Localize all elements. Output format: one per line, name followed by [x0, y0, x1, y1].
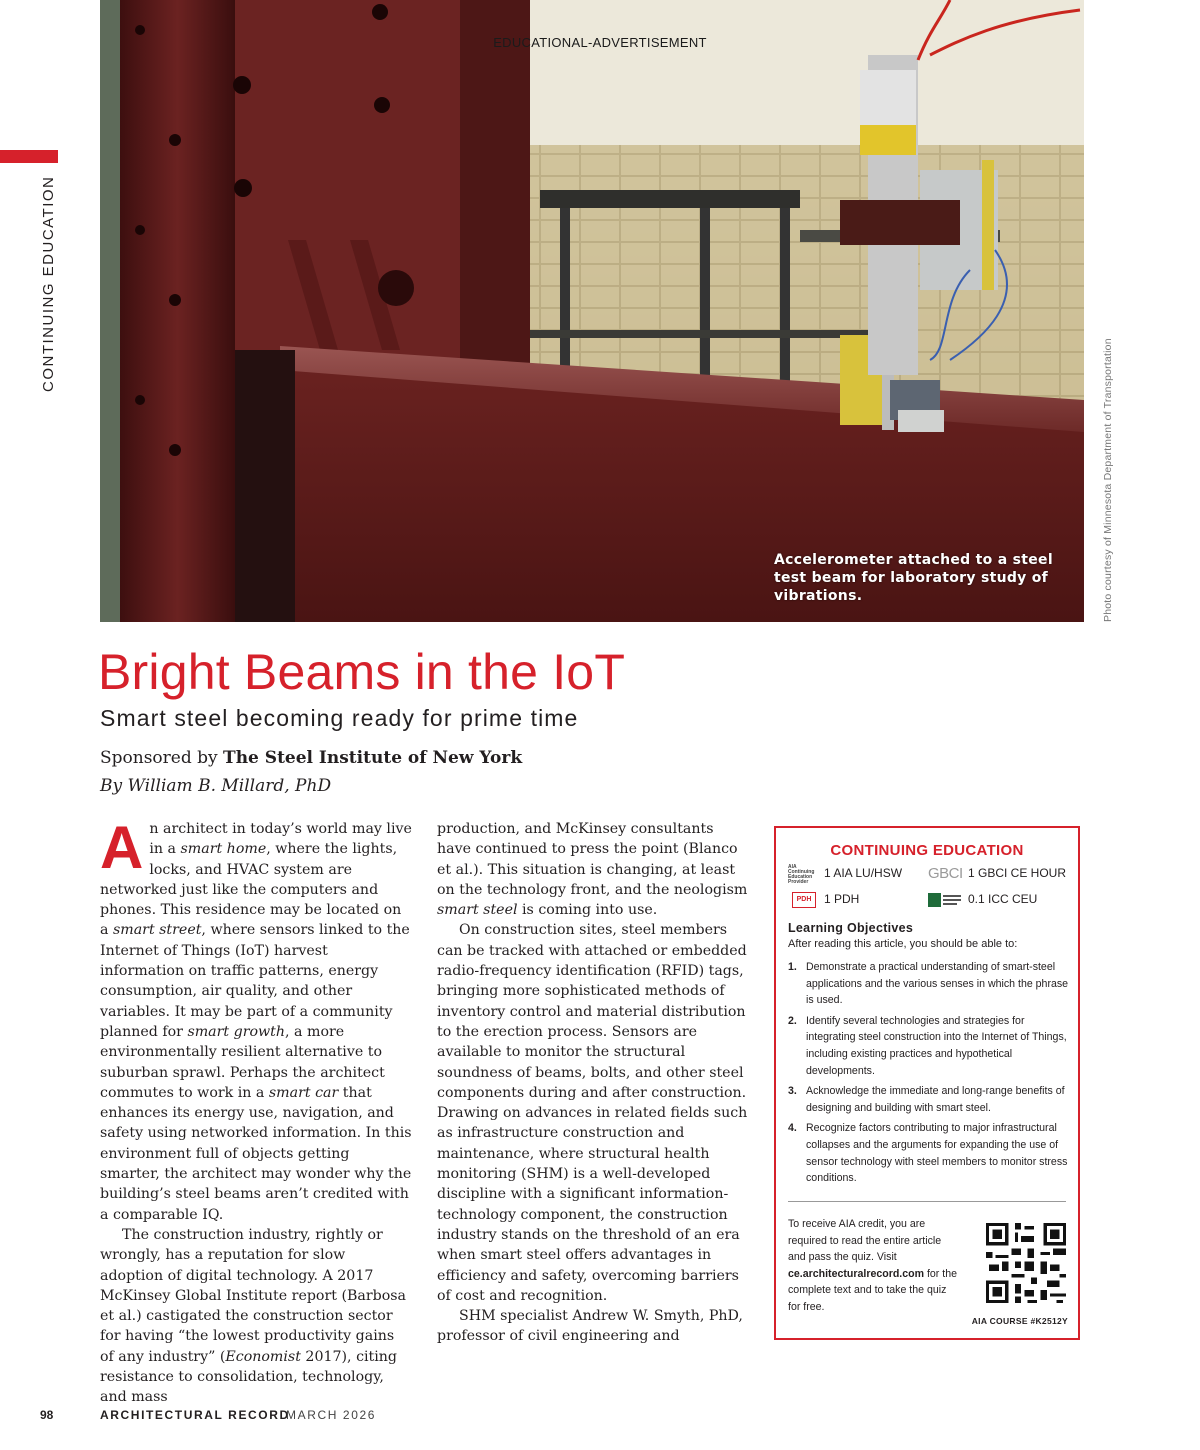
credit-instructions	[788, 1216, 958, 1316]
objective-item	[788, 1083, 1070, 1116]
article-title: Bright Beams in the IoT	[98, 644, 626, 700]
magazine-name: ARCHITECTURAL RECORD	[100, 1408, 290, 1422]
italic-term: smart car	[268, 1084, 339, 1101]
text-run: n architect in today’s world may live in a	[149, 821, 412, 858]
credit-pdh: 1 PDH	[824, 892, 860, 906]
advertisement-label: EDUCATIONAL-ADVERTISEMENT	[493, 35, 707, 50]
italic-term: smart home	[180, 841, 267, 858]
section-tab-label: CONTINUING EDUCATION	[40, 175, 57, 392]
italic-term: smart steel	[437, 902, 518, 919]
sponsor-name: The Steel Institute of New York	[223, 748, 523, 768]
objective-text: Acknowledge the immediate and long-range benefits of designing and building with smart steel.	[806, 1085, 1065, 1114]
pdh-logo: PDH	[792, 892, 816, 908]
article-subtitle: Smart steel becoming ready for prime time	[100, 705, 579, 731]
text-run: that enhances its energy use, navigation, and safety using networked information. In this environment full of objects getting smarter, the architect may wonder why the building’s steel beams aren’t credited with a comparable IQ.	[100, 1084, 412, 1223]
sponsor-line	[100, 748, 522, 768]
objectives-intro: After reading this article, you should be able to:	[788, 938, 1018, 950]
photo-caption: Accelerometer attached to a steel test beam for laboratory study of vibrations.	[774, 552, 1053, 604]
page-number: 98	[40, 1408, 54, 1422]
divider	[788, 1201, 1066, 1202]
italic-term: smart growth	[187, 1023, 286, 1040]
italic-term: Economist	[225, 1348, 301, 1365]
section-tab-marker	[0, 150, 58, 163]
gbci-logo: GBCI	[928, 865, 963, 882]
text-run: production, and McKinsey consultants have continued to press the point (Blanco et al.). This situation is changing, at least on the technology front, and the neologism	[437, 821, 748, 898]
aia-logo: AIA Continuing Education Provider	[788, 864, 815, 885]
paragraph	[100, 1225, 412, 1408]
objectives-list	[788, 959, 1070, 1191]
paragraph: SHM specialist Andrew W. Smyth, PhD, professor of civil engineering and	[437, 1308, 743, 1345]
credit-icc: 0.1 ICC CEU	[968, 892, 1038, 906]
objective-number: 4.	[788, 1122, 797, 1135]
ce-website-link[interactable]: ce.architecturalrecord.com	[788, 1267, 925, 1280]
objective-text: Identify several technologies and strategies for integrating steel construction into the Internet of Things, including existing practices and hypothetical developments.	[806, 1014, 1067, 1077]
text-run: 2017), citing resistance to consolidation, technology, and mass	[100, 1348, 398, 1406]
icc-logo-icon	[928, 892, 962, 908]
objective-text: Demonstrate a practical understanding of smart-steel applications and the various senses in which the phrase is used.	[806, 961, 1069, 1007]
credit-gbci: 1 GBCI CE HOUR	[968, 866, 1067, 880]
text-run: for the complete text and to take the quiz for free.	[788, 1267, 957, 1313]
objectives-heading: Learning Objectives	[788, 921, 914, 935]
text-run: , where the lights, locks, and HVAC system are networked just like the computers and phones. This residence may be located on a	[100, 841, 402, 939]
byline: By William B. Millard, PhD	[100, 776, 332, 796]
course-number: AIA COURSE #K2512Y	[971, 1316, 1068, 1326]
ce-heading: CONTINUING EDUCATION	[830, 842, 1024, 859]
sponsor-prefix: Sponsored by	[100, 748, 224, 768]
text-run: is coming into use.	[517, 902, 658, 919]
continuing-education-box	[774, 826, 1080, 1340]
objective-text: Recognize factors contributing to major infrastructural collapses and the arguments for expanding the use of sensor technology with steel members to monitor stress conditions.	[806, 1122, 1068, 1185]
drop-cap: A	[100, 814, 144, 881]
text-run: , where sensors linked to the Internet of Things (IoT) harvest information on traffic patterns, energy consumption, air quality, and other variables. It may be part of a community planned for	[100, 922, 410, 1040]
objective-item	[788, 1013, 1070, 1079]
paragraph: On construction sites, steel members can be tracked with attached or embedded radio-frequency identification (RFID) tags, bringing more sophisticated methods of inventory control and material distribution to the erection process. Sensors are available to monitor the structural soundness of beams, bolts, and other steel components during and after construction. Drawing on advances in related fields such as infrastructure construction and maintenance, where structural health monitoring (SHM) is a well-developed discipline with a significant information-technology component, the construction industry stands on the threshold of an era when smart steel offers advantages in efficiency and safety, overcoming barriers of cost and recognition.	[437, 922, 748, 1304]
photo-credit: Photo courtesy of Minnesota Department of Transportation	[1102, 338, 1114, 622]
objective-item	[788, 1120, 1070, 1186]
text-run: , a more environmentally resilient alternative to suburban sprawl. Perhaps the architect commutes to work in a	[100, 1023, 385, 1101]
text-run: To receive AIA credit, you are required to read the entire article and pass the quiz. Visit	[788, 1218, 942, 1264]
credit-aia: 1 AIA LU/HSW	[824, 866, 903, 880]
objective-number: 1.	[788, 961, 797, 973]
text-run: The construction industry, rightly or wrongly, has a reputation for slow adoption of digital technology. A 2017 McKinsey Global Institute report (Barbosa et al.) castigated the construction sector for having “the lowest productivity gains of any industry” (	[100, 1226, 407, 1365]
objective-item	[788, 959, 1070, 1009]
paragraph	[437, 819, 749, 920]
body-column-2	[437, 819, 749, 1347]
qr-code-icon[interactable]	[986, 1223, 1066, 1303]
hero-photo	[100, 0, 1084, 622]
issue-date: MARCH 2026	[286, 1408, 377, 1422]
objective-number: 2.	[788, 1014, 797, 1027]
paragraph	[100, 814, 412, 1225]
objective-number: 3.	[788, 1085, 797, 1098]
body-column-1	[100, 814, 412, 1408]
italic-term: smart street	[112, 922, 202, 939]
hero-photo-illustration	[100, 0, 1084, 622]
